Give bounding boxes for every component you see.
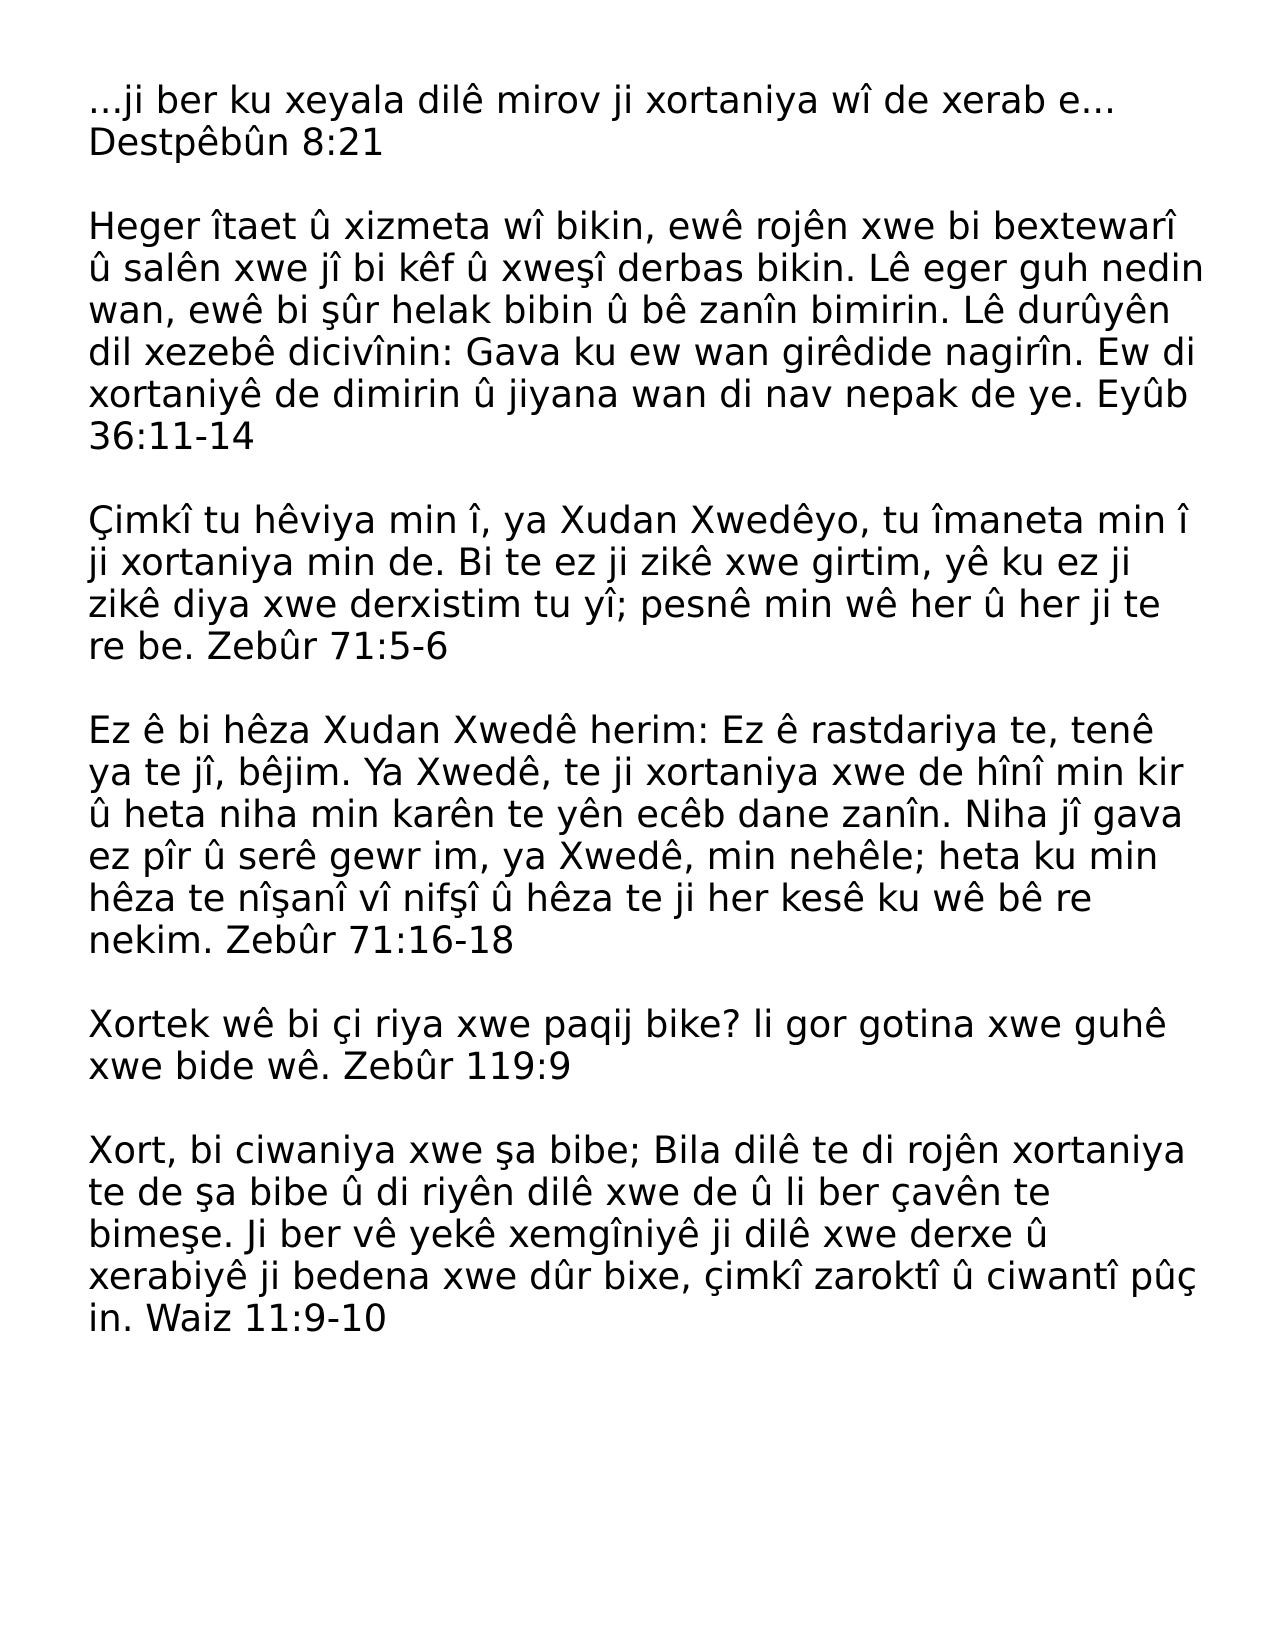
document-page [88,80,1208,1382]
passage-psalm-71-5: Çimkî tu hêviya min î, ya Xudan Xwedêyo, tu îmaneta min î ji xortaniya min de. Bi te ez ji zikê xwe girtim, yê ku ez ji zikê diya xwe derxistim tu yî; pesnê min wê her û her ji te re be. Zebûr 71:5-6 [88,499,1189,668]
passage-psalm-71-16: Ez ê bi hêza Xudan Xwedê herim: Ez ê rastdariya te, tenê ya te jî, bêjim. Ya Xwedê, te ji xortaniya xwe de hînî min kir û heta niha min karên te yên ecêb dane zanîn. Niha jî gava ez pîr û serê gewr im, ya Xwedê, min nehêle; heta ku min hêza te nîşanî vî nifşî û hêza te ji her kesê ku wê bê re nekim. Zebûr 71:16-18 [88,709,1184,962]
passage-genesis: ...ji ber ku xeyala dilê mirov ji xortaniya wî de xerab e... Destpêbûn 8:21 [88,79,1116,164]
passage-job: Heger îtaet û xizmeta wî bikin, ewê rojên xwe bi bextewarî û salên xwe jî bi kêf û xweşî derbas bikin. Lê eger guh nedin wan, ewê bi şûr helak bibin û bê zanîn bimirin. Lê durûyên dil xezebê dicivînin: Gava ku ew wan girêdide nagirîn. Ew di xortaniyê de dimirin û jiyana wan di nav nepak de ye. Eyûb 36:11-14 [88,205,1205,458]
passage-psalm-119: Xortek wê bi çi riya xwe paqij bike? li gor gotina xwe guhê xwe bide wê. Zebûr 119:9 [88,1003,1167,1088]
passage-ecclesiastes: Xort, bi ciwaniya xwe şa bibe; Bila dilê te di rojên xortaniya te de şa bibe û di riyên dilê xwe de û li ber çavên te bimeşe. Ji ber vê yekê xemgîniyê ji dilê xwe derxe û xerabiyê ji bedena xwe dûr bixe, çimkî zaroktî û ciwantî pûç in. Waiz 11:9-10 [88,1129,1197,1340]
